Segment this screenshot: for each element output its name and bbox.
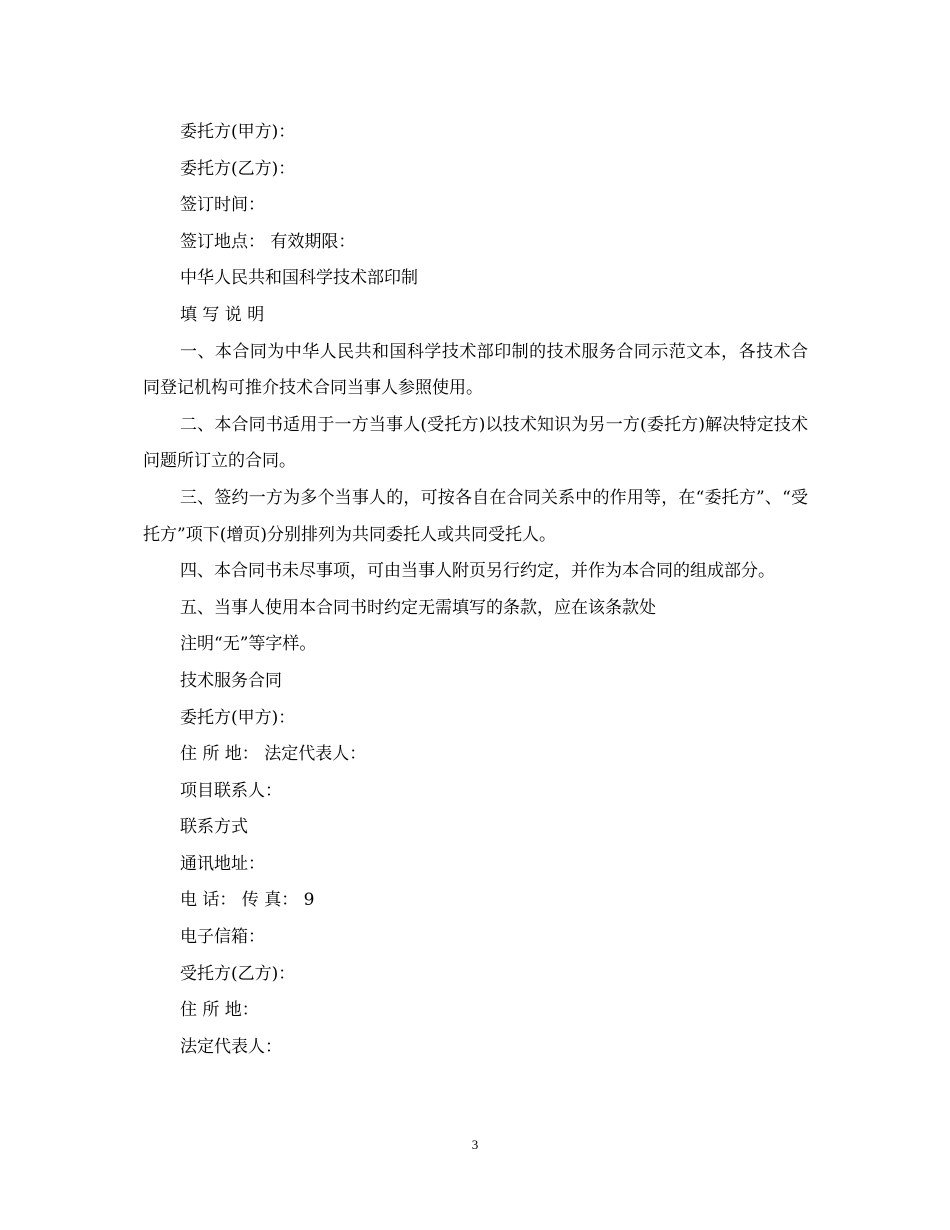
page-number: 3: [471, 1137, 479, 1152]
instruction-item-4: 四、本合同书未尽事项，可由当事人附页另行约定，并作为本合同的组成部分。: [180, 561, 775, 582]
instruction-item-1: 一、本合同为中华人民共和国科学技术部印制的技术服务合同示范文本，各技术合同登记机构可推介技术合同当事人参照使用。: [143, 341, 808, 399]
printed-by-line: 中华人民共和国科学技术部印制: [180, 268, 418, 289]
party-a-address-representative: 住 所 地： 法定代表人：: [180, 744, 367, 765]
party-a-mailing-address: 通讯地址：: [180, 853, 265, 874]
party-a-phone-fax: 电 话： 传 真： 9: [180, 890, 315, 911]
party-a-project-contact: 项目联系人：: [180, 780, 282, 801]
party-a-email: 电子信箱：: [180, 927, 265, 948]
principal-party-a-line: 委托方(甲方)：: [180, 122, 296, 142]
document-body: [143, 114, 808, 1065]
party-b-address: 住 所 地：: [180, 1000, 259, 1021]
instruction-item-5: 五、当事人使用本合同书时约定无需填写的条款，应在该条款处: [180, 597, 656, 618]
party-b-label: 受托方(乙方)：: [180, 963, 296, 984]
party-a-label: 委托方(甲方)：: [180, 707, 296, 728]
signing-date-line: 签订时间：: [180, 195, 265, 216]
instruction-item-5-continued: 注明“无”等字样。: [180, 634, 317, 655]
party-a-contact-method: 联系方式: [180, 817, 248, 838]
party-b-representative: 法定代表人：: [180, 1036, 282, 1057]
instruction-item-3: 三、签约一方为多个当事人的，可按各自在合同关系中的作用等，在“委托方”、“受托方”项下(增页)分别排列为共同委托人或共同受托人。: [143, 487, 808, 545]
instructions-heading: 填 写 说 明: [180, 304, 265, 325]
instruction-item-2: 二、本合同书适用于一方当事人(受托方)以技术知识为另一方(委托方)解决特定技术问题所订立的合同。: [143, 414, 808, 472]
contract-title: 技术服务合同: [180, 670, 282, 691]
signing-place-validity-line: 签订地点： 有效期限：: [180, 231, 356, 252]
principal-party-b-line: 委托方(乙方)：: [180, 158, 296, 179]
